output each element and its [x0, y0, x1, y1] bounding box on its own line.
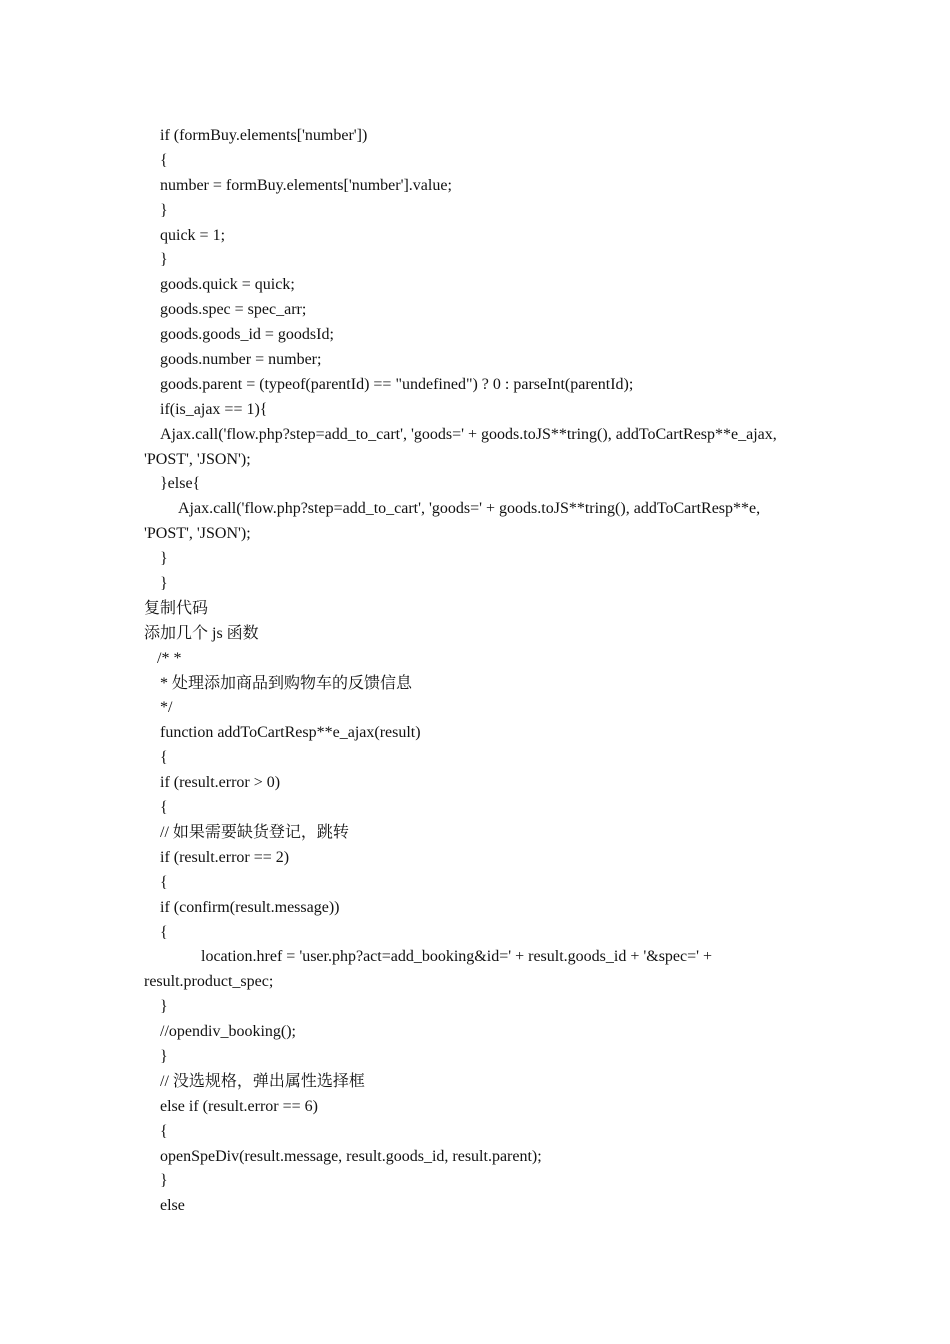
code-line: } — [160, 575, 168, 593]
code-listing — [144, 124, 806, 1219]
code-line: number = formBuy.elements['number'].value; — [160, 176, 452, 194]
code-line: * 处理添加商品到购物车的反馈信息 — [160, 674, 413, 692]
code-line: /* * — [157, 649, 182, 667]
code-line: goods.parent = (typeof(parentId) == "undefined") ? 0 : parseInt(parentId); — [160, 375, 634, 393]
code-line: function addToCartResp**e_ajax(result) — [160, 724, 421, 742]
code-line: } — [160, 1172, 168, 1190]
code-line: if(is_ajax == 1){ — [160, 400, 268, 418]
code-line: } — [160, 550, 168, 568]
code-line: // 没选规格，弹出属性选择框 — [160, 1072, 365, 1090]
code-line: */ — [160, 699, 173, 717]
code-line: { — [160, 1122, 168, 1140]
code-line: } — [160, 201, 168, 219]
code-line: //opendiv_booking(); — [160, 1023, 296, 1041]
code-line: if (formBuy.elements['number']) — [160, 127, 368, 144]
code-line: if (result.error > 0) — [160, 774, 281, 792]
code-line: location.href = 'user.php?act=add_booking&id=' + result.goods_id + '&spec=' + — [201, 948, 713, 966]
code-line: goods.goods_id = goodsId; — [160, 326, 334, 344]
code-line: } — [160, 1047, 168, 1065]
code-line: if (confirm(result.message)) — [160, 898, 340, 916]
code-line: else — [160, 1197, 185, 1215]
code-line: result.product_spec; — [144, 973, 274, 991]
code-line: }else{ — [160, 475, 201, 493]
code-line: quick = 1; — [160, 226, 226, 244]
code-line: 'POST', 'JSON'); — [144, 450, 251, 468]
section-label-add-functions: 添加几个 js 函数 — [144, 624, 259, 642]
section-label-copy-code: 复制代码 — [144, 599, 209, 617]
code-line: Ajax.call('flow.php?step=add_to_cart', 'goods=' + goods.toJS**tring(), addToCartResp**e_ajax, — [160, 425, 777, 443]
code-line: { — [160, 151, 168, 169]
code-line: { — [160, 799, 168, 817]
code-line: if (result.error == 2) — [160, 848, 290, 866]
code-line: goods.spec = spec_arr; — [160, 301, 307, 319]
code-line: Ajax.call('flow.php?step=add_to_cart', 'goods=' + goods.toJS**tring(), addToCartResp**e, — [178, 500, 761, 518]
code-line: goods.number = number; — [160, 351, 322, 369]
code-line: } — [160, 998, 168, 1016]
code-line: } — [160, 251, 168, 269]
code-line: else if (result.error == 6) — [160, 1097, 318, 1115]
code-line: { — [160, 923, 168, 941]
code-line: { — [160, 749, 168, 767]
code-line: 'POST', 'JSON'); — [144, 525, 251, 543]
code-line: { — [160, 873, 168, 891]
code-line: // 如果需要缺货登记，跳转 — [160, 823, 349, 841]
code-line: goods.quick = quick; — [160, 276, 295, 294]
code-line: openSpeDiv(result.message, result.goods_id, result.parent); — [160, 1147, 542, 1165]
